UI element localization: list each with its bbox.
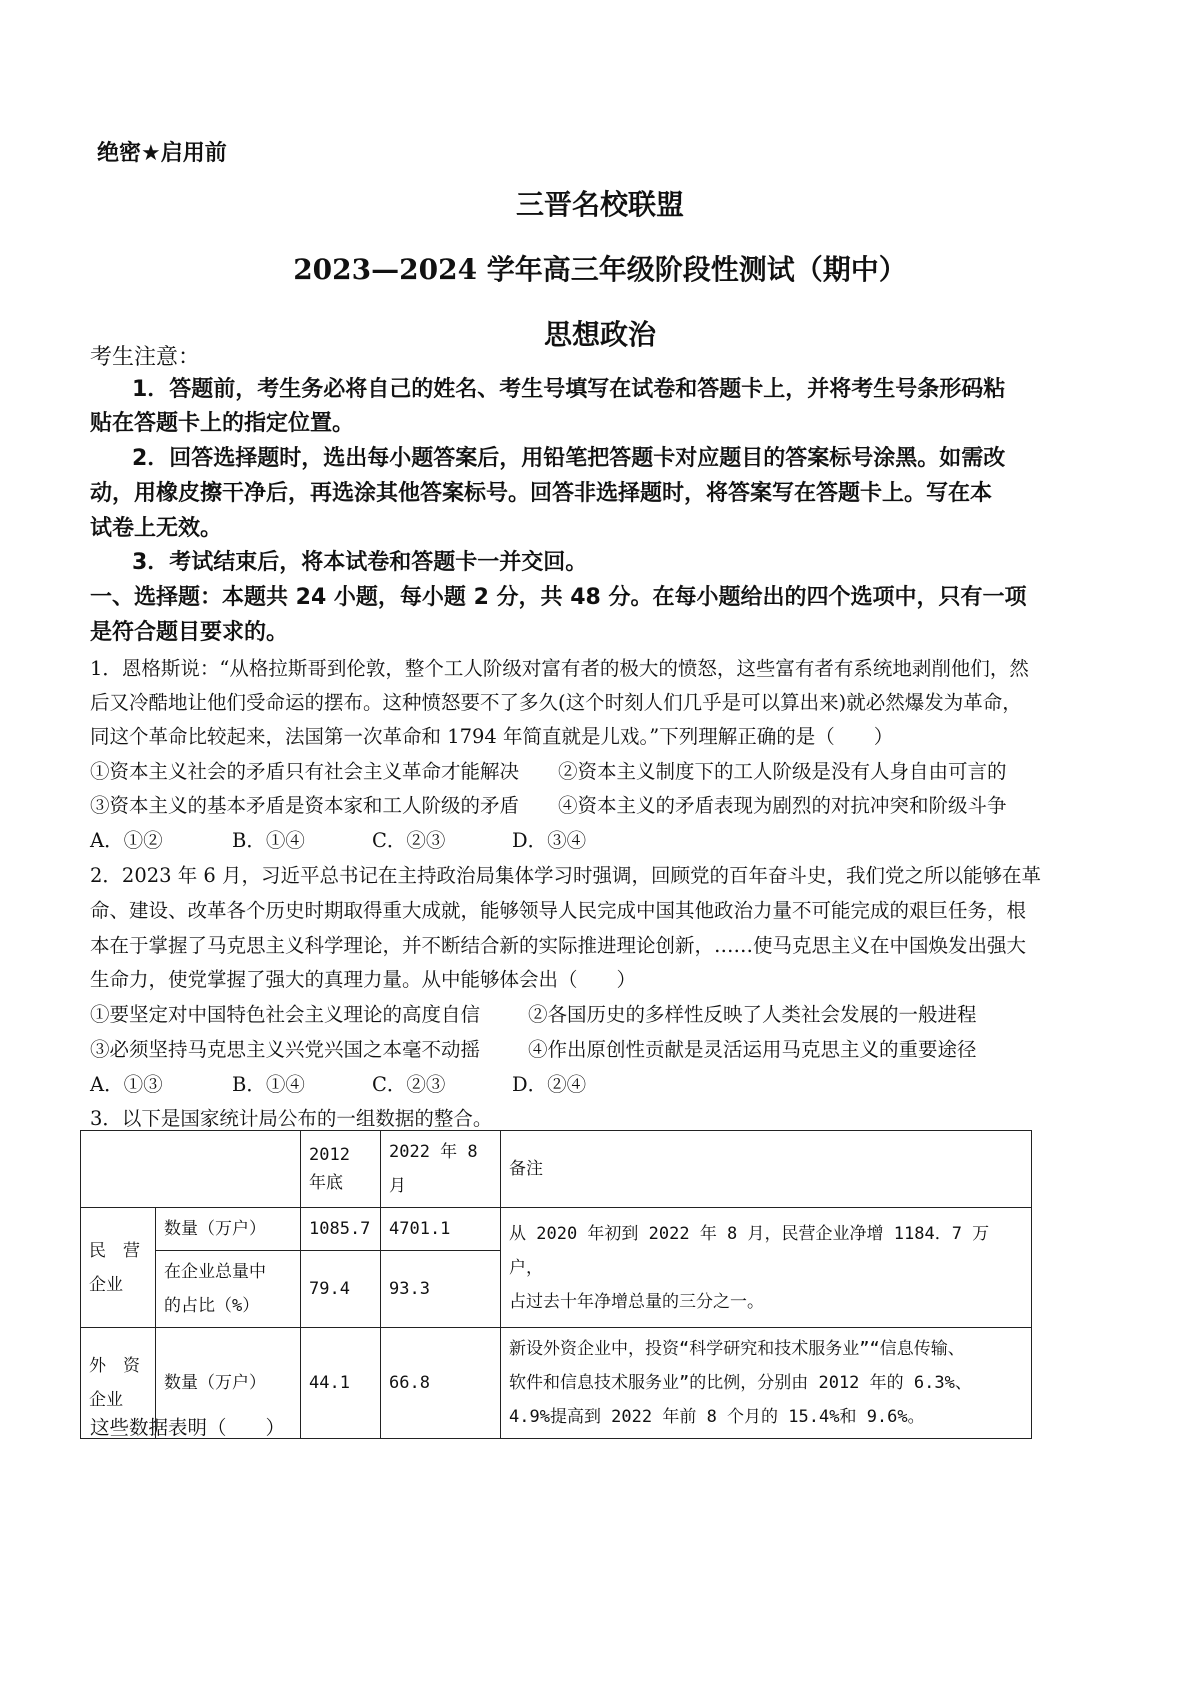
- header-2012-line-1: 2012: [309, 1145, 350, 1165]
- q1-option-d: D．③④: [512, 829, 587, 852]
- notice-line-4: 动，用橡皮擦干净后，再选涂其他答案标号。回答非选择题时，将答案写在答题卡上。写在本: [90, 481, 993, 506]
- q1-statement-4: ④资本主义的矛盾表现为剧烈的对抗冲突和阶级斗争: [558, 794, 1007, 817]
- subject-title: 思想政治: [543, 318, 656, 351]
- q1-stem-line-3: 同这个革命比较起来，法国第一次革命和 1794 年简直就是儿戏。”下列理解正确的是（ ）: [90, 725, 894, 748]
- notice-heading: 考生注意：: [90, 345, 201, 370]
- private-note-line-2: 占过去十年净增总量的三分之一。: [509, 1291, 764, 1312]
- table-header-row: [81, 1131, 1032, 1208]
- statistics-table: [80, 1130, 1032, 1439]
- q2-stem-line-2: 命、建设、改革各个历史时期取得重大成就，能够领导人民完成中国其他政治力量不可能完成的艰巨任务，根: [90, 899, 1027, 922]
- notice-line-3: 2．回答选择题时，选出每小题答案后，用铅笔把答题卡对应题目的答案标号涂黑。如需改: [132, 446, 1006, 471]
- q2-statement-1: ①要坚定对中国特色社会主义理论的高度自信: [90, 1003, 481, 1026]
- foreign-label-2: 企业: [89, 1390, 123, 1410]
- foreign-count-2022: 66.8: [381, 1328, 501, 1439]
- exam-alliance-title: 三晋名校联盟: [515, 188, 684, 221]
- q2-statement-3: ③必须坚持马克思主义兴党兴国之本毫不动摇: [90, 1038, 481, 1061]
- private-share-label-1: 在企业总量中: [164, 1262, 266, 1282]
- q2-option-b: B．①④: [232, 1073, 305, 1096]
- table-row: [81, 1208, 1032, 1251]
- q2-stem-line-3: 本在于掌握了马克思主义科学理论，并不断结合新的实际推进理论创新，……使马克思主义在中国焕发出强大: [90, 934, 1027, 957]
- header-2012-line-2: 年底: [309, 1173, 343, 1193]
- header-2012: [301, 1131, 381, 1208]
- private-count-2012: 1085.7: [301, 1208, 381, 1251]
- q1-statement-3: ③资本主义的基本矛盾是资本家和工人阶级的矛盾: [90, 794, 520, 817]
- notice-line-6: 3．考试结束后，将本试卷和答题卡一并交回。: [132, 550, 588, 575]
- notice-line-1: 1．答题前，考生务必将自己的姓名、考生号填写在试卷和答题卡上，并将考生号条形码粘: [132, 377, 1006, 402]
- q1-stem-line-2: 后又冷酷地让他们受命运的摆布。这种愤怒要不了多久(这个时刻人们几乎是可以算出来)就必然爆发为革命，: [90, 691, 1022, 714]
- private-share-label: [156, 1251, 301, 1328]
- q1-option-c: C．②③: [372, 829, 446, 852]
- q1-option-b: B．①④: [232, 829, 305, 852]
- q2-option-d: D．②④: [512, 1073, 587, 1096]
- q1-option-a: A．①②: [90, 829, 163, 852]
- q2-stem-line-1: 2．2023 年 6 月，习近平总书记在主持政治局集体学习时强调，回顾党的百年奋斗史，我们党之所以能够在革: [90, 864, 1042, 887]
- confidential-mark: 绝密★启用前: [97, 141, 227, 166]
- private-label-2: 企业: [89, 1274, 123, 1295]
- private-note-line-1: 从 2020 年初到 2022 年 8 月，民营企业净增 1184．7 万户，: [509, 1223, 990, 1278]
- private-count-2022: 4701.1: [381, 1208, 501, 1251]
- foreign-note-line-1: 新设外资企业中，投资“科学研究和技术服务业”“信息传输、: [509, 1339, 965, 1359]
- private-note: [501, 1208, 1032, 1328]
- q3-question: 这些数据表明（ ）: [90, 1416, 286, 1439]
- header-2022: 2022 年 8 月: [381, 1131, 501, 1208]
- q1-statement-1: ①资本主义社会的矛盾只有社会主义革命才能解决: [90, 760, 520, 783]
- foreign-label-1: 外 资: [89, 1356, 140, 1376]
- q3-intro: 3．以下是国家统计局公布的一组数据的整合。: [90, 1107, 493, 1130]
- header-note: 备注: [501, 1131, 1032, 1208]
- q2-stem-line-4: 生命力，使党掌握了强大的真理力量。从中能够体会出（ ）: [90, 968, 637, 991]
- q2-statement-2: ②各国历史的多样性反映了人类社会发展的一般进程: [528, 1003, 977, 1026]
- foreign-note: [501, 1328, 1032, 1439]
- q2-option-c: C．②③: [372, 1073, 446, 1096]
- q1-stem-line-1: 1．恩格斯说：“从格拉斯哥到伦敦，整个工人阶级对富有者的极大的愤怒，这些富有者有系统地剥削他们，然: [90, 657, 1029, 680]
- notice-line-2: 贴在答题卡上的指定位置。: [90, 411, 355, 436]
- q1-statement-2: ②资本主义制度下的工人阶级是没有人身自由可言的: [558, 760, 1007, 783]
- table-corner-cell: [81, 1131, 301, 1208]
- private-share-label-2: 的占比（%）: [164, 1296, 260, 1316]
- notice-line-5: 试卷上无效。: [90, 516, 223, 541]
- private-share-2022: 93.3: [381, 1251, 501, 1328]
- section-heading-2: 是符合题目要求的。: [90, 620, 289, 645]
- private-share-2012: 79.4: [301, 1251, 381, 1328]
- foreign-count-label: 数量（万户）: [156, 1328, 301, 1439]
- foreign-note-line-2: 软件和信息技术服务业”的比例，分别由 2012 年的 6.3%、: [509, 1373, 972, 1393]
- foreign-note-line-3: 4.9%提高到 2022 年前 8 个月的 15.4%和 9.6%。: [509, 1407, 925, 1427]
- section-heading-1: 一、选择题：本题共 24 小题，每小题 2 分，共 48 分。在每小题给出的四个选项中，只有一项: [90, 585, 1027, 610]
- exam-title: 2023—2024 学年高三年级阶段性测试（期中）: [293, 253, 907, 286]
- row-group-private: [81, 1208, 156, 1328]
- q2-option-a: A．①③: [90, 1073, 163, 1096]
- foreign-count-2012: 44.1: [301, 1328, 381, 1439]
- private-label-1: 民 营: [89, 1240, 140, 1261]
- q2-statement-4: ④作出原创性贡献是灵活运用马克思主义的重要途径: [528, 1038, 977, 1061]
- private-count-label: 数量（万户）: [156, 1208, 301, 1251]
